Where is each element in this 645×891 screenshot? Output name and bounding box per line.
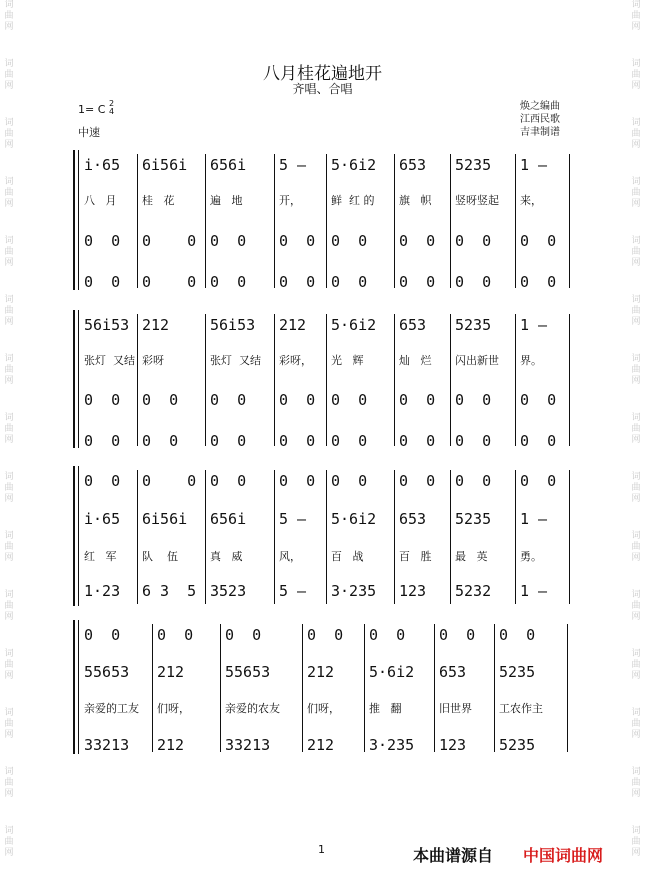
measure: 5·6i2	[369, 663, 415, 681]
barline	[450, 154, 451, 288]
watermark-block: 词 曲 网	[4, 295, 14, 327]
measure: 5235	[455, 316, 492, 334]
barline	[569, 154, 570, 288]
song-subtitle: 齐唱、合唱	[292, 82, 353, 96]
measure: 0 0	[331, 472, 368, 490]
watermark-block: 词 曲 网	[631, 826, 641, 858]
measure: 0 0	[279, 391, 316, 409]
measure: 33213	[225, 736, 271, 754]
measure: 3·235	[369, 736, 415, 754]
barline	[394, 154, 395, 288]
watermark-block: 词 曲 网	[631, 708, 641, 740]
lyric-measure: 张灯 又结	[84, 354, 135, 367]
lyric-measure: 最 英	[455, 550, 488, 563]
lyric-measure: 百 胜	[399, 550, 432, 563]
measure: 0 0	[279, 472, 316, 490]
barline	[434, 624, 435, 752]
measure: 0 0	[455, 273, 492, 291]
measure: 1 —	[520, 510, 548, 528]
measure: 0 0	[307, 626, 344, 644]
watermark-block: 词 曲 网	[631, 590, 641, 622]
barline	[302, 624, 303, 752]
notation-row	[0, 432, 645, 448]
measure: 56i53	[210, 316, 256, 334]
page-number: 1	[318, 843, 325, 856]
measure: 212	[157, 663, 185, 681]
measure: 653	[399, 316, 427, 334]
measure: 0 0	[520, 432, 557, 450]
notation-row	[0, 510, 645, 526]
measure: 0 0	[142, 472, 197, 490]
measure: 0 0	[520, 273, 557, 291]
lyric-measure: 桂 花	[142, 194, 175, 207]
barline	[137, 154, 138, 288]
watermark-block: 词 曲 网	[631, 118, 641, 150]
measure: 0 0	[455, 391, 492, 409]
measure: 0 0	[210, 232, 247, 250]
measure: 0 0	[84, 472, 121, 490]
measure: 0 0	[279, 232, 316, 250]
measure: 0 0	[210, 472, 247, 490]
measure: 0 0	[157, 626, 194, 644]
measure: 0 0	[142, 232, 197, 250]
measure: 653	[399, 510, 427, 528]
lyric-measure: 闪出新世	[455, 354, 499, 367]
measure: 0 0	[84, 391, 121, 409]
measure: 5 —	[279, 582, 307, 600]
lyric-measure: 旧世界	[439, 702, 472, 715]
measure: 212	[279, 316, 307, 334]
measure: i·65	[84, 510, 121, 528]
measure: 1 —	[520, 316, 548, 334]
measure: 0 0	[455, 472, 492, 490]
measure: 0 0	[142, 391, 179, 409]
barline	[569, 314, 570, 446]
notation-row	[0, 626, 645, 642]
lyric-measure: 亲爱的工友	[84, 702, 139, 715]
credit-transcriber: 吉聿制谱	[520, 127, 560, 138]
measure: 1·23	[84, 582, 121, 600]
barline	[274, 154, 275, 288]
lyric-measure: 百 战	[331, 550, 364, 563]
lyrics-row	[0, 700, 645, 714]
watermark-block: 词 曲 网	[631, 236, 641, 268]
measure: 0 0	[331, 232, 368, 250]
measure: 0 0	[210, 432, 247, 450]
watermark-block: 词 曲 网	[4, 590, 14, 622]
measure: 0 0	[455, 232, 492, 250]
lyrics-row	[0, 192, 645, 206]
lyrics-row	[0, 352, 645, 366]
watermark-block: 词 曲 网	[4, 413, 14, 445]
watermark-block: 词 曲 网	[4, 177, 14, 209]
measure: 653	[399, 156, 427, 174]
lyric-measure: 来，	[520, 194, 542, 207]
measure: 0 0	[439, 626, 476, 644]
watermark-block: 词 曲 网	[4, 649, 14, 681]
barline	[326, 154, 327, 288]
barline	[152, 624, 153, 752]
measure: 0 0	[369, 626, 406, 644]
notation-row	[0, 316, 645, 332]
measure: 656i	[210, 156, 247, 174]
lyric-measure: 真 威	[210, 550, 243, 563]
measure: 0 0	[520, 391, 557, 409]
notation-row	[0, 273, 645, 289]
measure: 0 0	[499, 626, 536, 644]
lyric-measure: 工农作主	[499, 702, 543, 715]
measure: 3523	[210, 582, 247, 600]
time-signature-top: 2	[109, 99, 115, 108]
notation-row	[0, 582, 645, 598]
measure: 212	[157, 736, 185, 754]
notation-row	[0, 736, 645, 752]
lyric-measure: 八 月	[84, 194, 117, 207]
notation-row	[0, 391, 645, 407]
barline	[515, 314, 516, 446]
measure: 6i56i	[142, 510, 188, 528]
measure: 212	[307, 736, 335, 754]
measure: 5235	[499, 736, 536, 754]
measure: 0 0	[399, 432, 436, 450]
lyric-measure: 勇。	[520, 550, 542, 563]
lyric-measure: 界。	[520, 354, 542, 367]
lyric-measure: 旗 帜	[399, 194, 432, 207]
measure: 123	[399, 582, 427, 600]
barline	[220, 624, 221, 752]
watermark-block: 词 曲 网	[631, 177, 641, 209]
notation-row	[0, 156, 645, 172]
measure: 55653	[84, 663, 130, 681]
barline	[137, 314, 138, 446]
time-signature	[109, 100, 114, 116]
measure: 0 0	[225, 626, 262, 644]
measure: 0 0	[84, 273, 121, 291]
watermark-block: 词 曲 网	[4, 708, 14, 740]
measure: 56i53	[84, 316, 130, 334]
watermark-block: 词 曲 网	[631, 0, 641, 32]
song-title: 八月桂花遍地开	[263, 64, 382, 84]
tempo-marking: 中速	[78, 126, 100, 139]
barline	[494, 624, 495, 752]
measure: 0 0	[142, 432, 179, 450]
watermark-block: 词 曲 网	[4, 59, 14, 91]
measure: 0 0	[210, 273, 247, 291]
measure: 0 0	[331, 273, 368, 291]
notation-row	[0, 472, 645, 488]
lyric-measure: 张灯 又结	[210, 354, 261, 367]
measure: 5·6i2	[331, 510, 377, 528]
watermark-block: 词 曲 网	[4, 118, 14, 150]
watermark-block: 词 曲 网	[4, 531, 14, 563]
measure: 656i	[210, 510, 247, 528]
lyric-measure: 竖呀竖起	[455, 194, 499, 207]
measure: 0 0	[331, 391, 368, 409]
measure: 0 0	[399, 391, 436, 409]
footer-site-name: 中国词曲网	[523, 846, 604, 865]
lyric-measure: 们呀，	[157, 702, 190, 715]
watermark-block: 词 曲 网	[4, 0, 14, 32]
measure: i·65	[84, 156, 121, 174]
notation-row	[0, 232, 645, 248]
measure: 1 —	[520, 582, 548, 600]
measure: 5235	[455, 156, 492, 174]
barline	[274, 314, 275, 446]
lyric-measure: 灿 烂	[399, 354, 432, 367]
barline	[326, 314, 327, 446]
measure: 6i56i	[142, 156, 188, 174]
measure: 1 —	[520, 156, 548, 174]
barline	[205, 314, 206, 446]
lyric-measure: 光 辉	[331, 354, 364, 367]
lyric-measure: 鲜 红 的	[331, 194, 375, 207]
lyric-measure: 遍 地	[210, 194, 243, 207]
credits	[520, 100, 560, 139]
footer-source-label: 本曲谱源自	[413, 846, 494, 865]
watermark-block: 词 曲 网	[4, 472, 14, 504]
watermark-block: 词 曲 网	[4, 354, 14, 386]
key-signature: 1= C	[78, 103, 106, 116]
measure: 212	[142, 316, 170, 334]
watermark-block: 词 曲 网	[631, 649, 641, 681]
measure: 6 3 5	[142, 582, 197, 600]
credit-arranger: 焕之编曲	[520, 101, 560, 112]
watermark-block: 词 曲 网	[4, 826, 14, 858]
measure: 0 0	[399, 232, 436, 250]
lyric-measure: 们呀，	[307, 702, 340, 715]
measure: 653	[439, 663, 467, 681]
lyrics-row	[0, 548, 645, 562]
measure: 3·235	[331, 582, 377, 600]
barline	[515, 154, 516, 288]
measure: 5·6i2	[331, 316, 377, 334]
measure: 0 0	[455, 432, 492, 450]
lyric-measure: 彩呀	[142, 354, 164, 367]
measure: 0 0	[331, 432, 368, 450]
barline	[394, 314, 395, 446]
measure: 0 0	[84, 626, 121, 644]
notation-row	[0, 663, 645, 679]
measure: 0 0	[399, 472, 436, 490]
measure: 0 0	[84, 232, 121, 250]
measure: 0 0	[142, 273, 197, 291]
lyric-measure: 红 军	[84, 550, 117, 563]
measure: 5 —	[279, 510, 307, 528]
time-signature-bottom: 4	[109, 107, 115, 116]
measure: 5235	[499, 663, 536, 681]
measure: 55653	[225, 663, 271, 681]
measure: 0 0	[399, 273, 436, 291]
measure: 0 0	[520, 472, 557, 490]
lyric-measure: 风，	[279, 550, 301, 563]
measure: 5235	[455, 510, 492, 528]
measure: 33213	[84, 736, 130, 754]
barline	[567, 624, 568, 752]
measure: 5232	[455, 582, 492, 600]
watermark-block: 词 曲 网	[4, 767, 14, 799]
measure: 5 —	[279, 156, 307, 174]
measure: 123	[439, 736, 467, 754]
lyric-measure: 彩呀，	[279, 354, 312, 367]
watermark-block: 词 曲 网	[631, 531, 641, 563]
measure: 5·6i2	[331, 156, 377, 174]
watermark-block: 词 曲 网	[631, 354, 641, 386]
measure: 0 0	[279, 432, 316, 450]
measure: 0 0	[84, 432, 121, 450]
credit-origin: 江西民歌	[520, 114, 560, 125]
measure: 0 0	[279, 273, 316, 291]
lyric-measure: 开，	[279, 194, 301, 207]
watermark-block: 词 曲 网	[631, 472, 641, 504]
barline	[205, 154, 206, 288]
measure: 212	[307, 663, 335, 681]
measure: 0 0	[520, 232, 557, 250]
lyric-measure: 推 翻	[369, 702, 402, 715]
watermark-block: 词 曲 网	[631, 767, 641, 799]
lyric-measure: 队 伍	[142, 550, 178, 563]
barline	[450, 314, 451, 446]
lyric-measure: 亲爱的农友	[225, 702, 280, 715]
watermark-block: 词 曲 网	[631, 295, 641, 327]
watermark-block: 词 曲 网	[631, 413, 641, 445]
watermark-block: 词 曲 网	[631, 59, 641, 91]
barline	[364, 624, 365, 752]
measure: 0 0	[210, 391, 247, 409]
watermark-block: 词 曲 网	[4, 236, 14, 268]
